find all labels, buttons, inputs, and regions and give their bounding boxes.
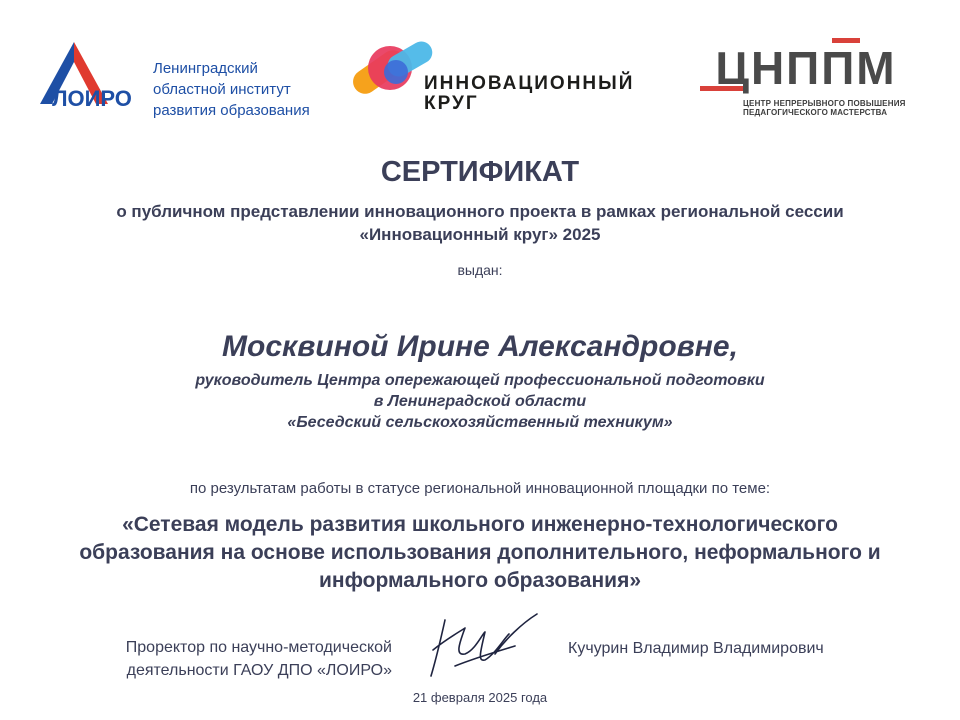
subtitle-line: о публичном представлении инновационного проекта в рамках региональной сессии xyxy=(116,202,844,221)
innovation-circle-line: ИННОВАЦИОННЫЙ xyxy=(424,73,635,94)
cnppm-logo-text: ЦНППМ xyxy=(715,42,897,94)
loiro-logo xyxy=(36,40,140,110)
recipient-name: Москвиной Ирине Александровне, xyxy=(222,330,738,363)
signer-role-line: деятельности ГАОУ ДПО «ЛОИРО» xyxy=(126,662,392,679)
certificate-date: 21 февраля 2025 года xyxy=(412,690,548,705)
certificate-title: СЕРТИФИКАТ xyxy=(380,156,580,188)
cnppm-subtitle xyxy=(743,99,906,117)
theme-line: информального образования» xyxy=(318,569,642,592)
innovation-circle-line: КРУГ xyxy=(424,93,479,114)
recipient-position xyxy=(0,370,960,433)
theme-line: «Сетевая модель развития школьного инженерно-технологического xyxy=(122,513,838,536)
theme-line: образования на основе использования дополнительного, неформального и xyxy=(79,541,881,564)
award-basis: по результатам работы в статусе региональной инновационной площадки по теме: xyxy=(189,480,771,497)
signer-name: Кучурин Владимир Владимирович xyxy=(568,640,824,657)
cnppm-subtitle-line: ЦЕНТР НЕПРЕРЫВНОГО ПОВЫШЕНИЯ xyxy=(743,99,906,108)
signer-role-line: Проректор по научно-методической xyxy=(125,639,392,656)
certificate-subtitle xyxy=(0,200,960,246)
position-line: «Беседский сельскохозяйственный техникум» xyxy=(287,414,673,431)
loiro-name-line: Ленинградский xyxy=(153,60,258,77)
loiro-institute-name xyxy=(153,58,353,121)
position-line: руководитель Центра опережающей профессиональной подготовки xyxy=(195,372,765,389)
cnppm-logo xyxy=(700,38,912,94)
loiro-logo-text: ЛОИРО xyxy=(52,86,132,110)
handwritten-signature xyxy=(425,610,540,682)
position-line: в Ленинградской области xyxy=(373,393,587,410)
loiro-name-line: развития образования xyxy=(153,102,310,119)
innovation-circle-text xyxy=(424,74,634,114)
cnppm-subtitle-line: ПЕДАГОГИЧЕСКОГО МАСТЕРСТВА xyxy=(743,108,888,117)
project-theme xyxy=(0,511,960,595)
signer-role xyxy=(60,636,392,682)
issued-label: выдан: xyxy=(457,262,503,278)
loiro-name-line: областной институт xyxy=(153,81,291,98)
subtitle-line: «Инновационный круг» 2025 xyxy=(359,225,601,244)
